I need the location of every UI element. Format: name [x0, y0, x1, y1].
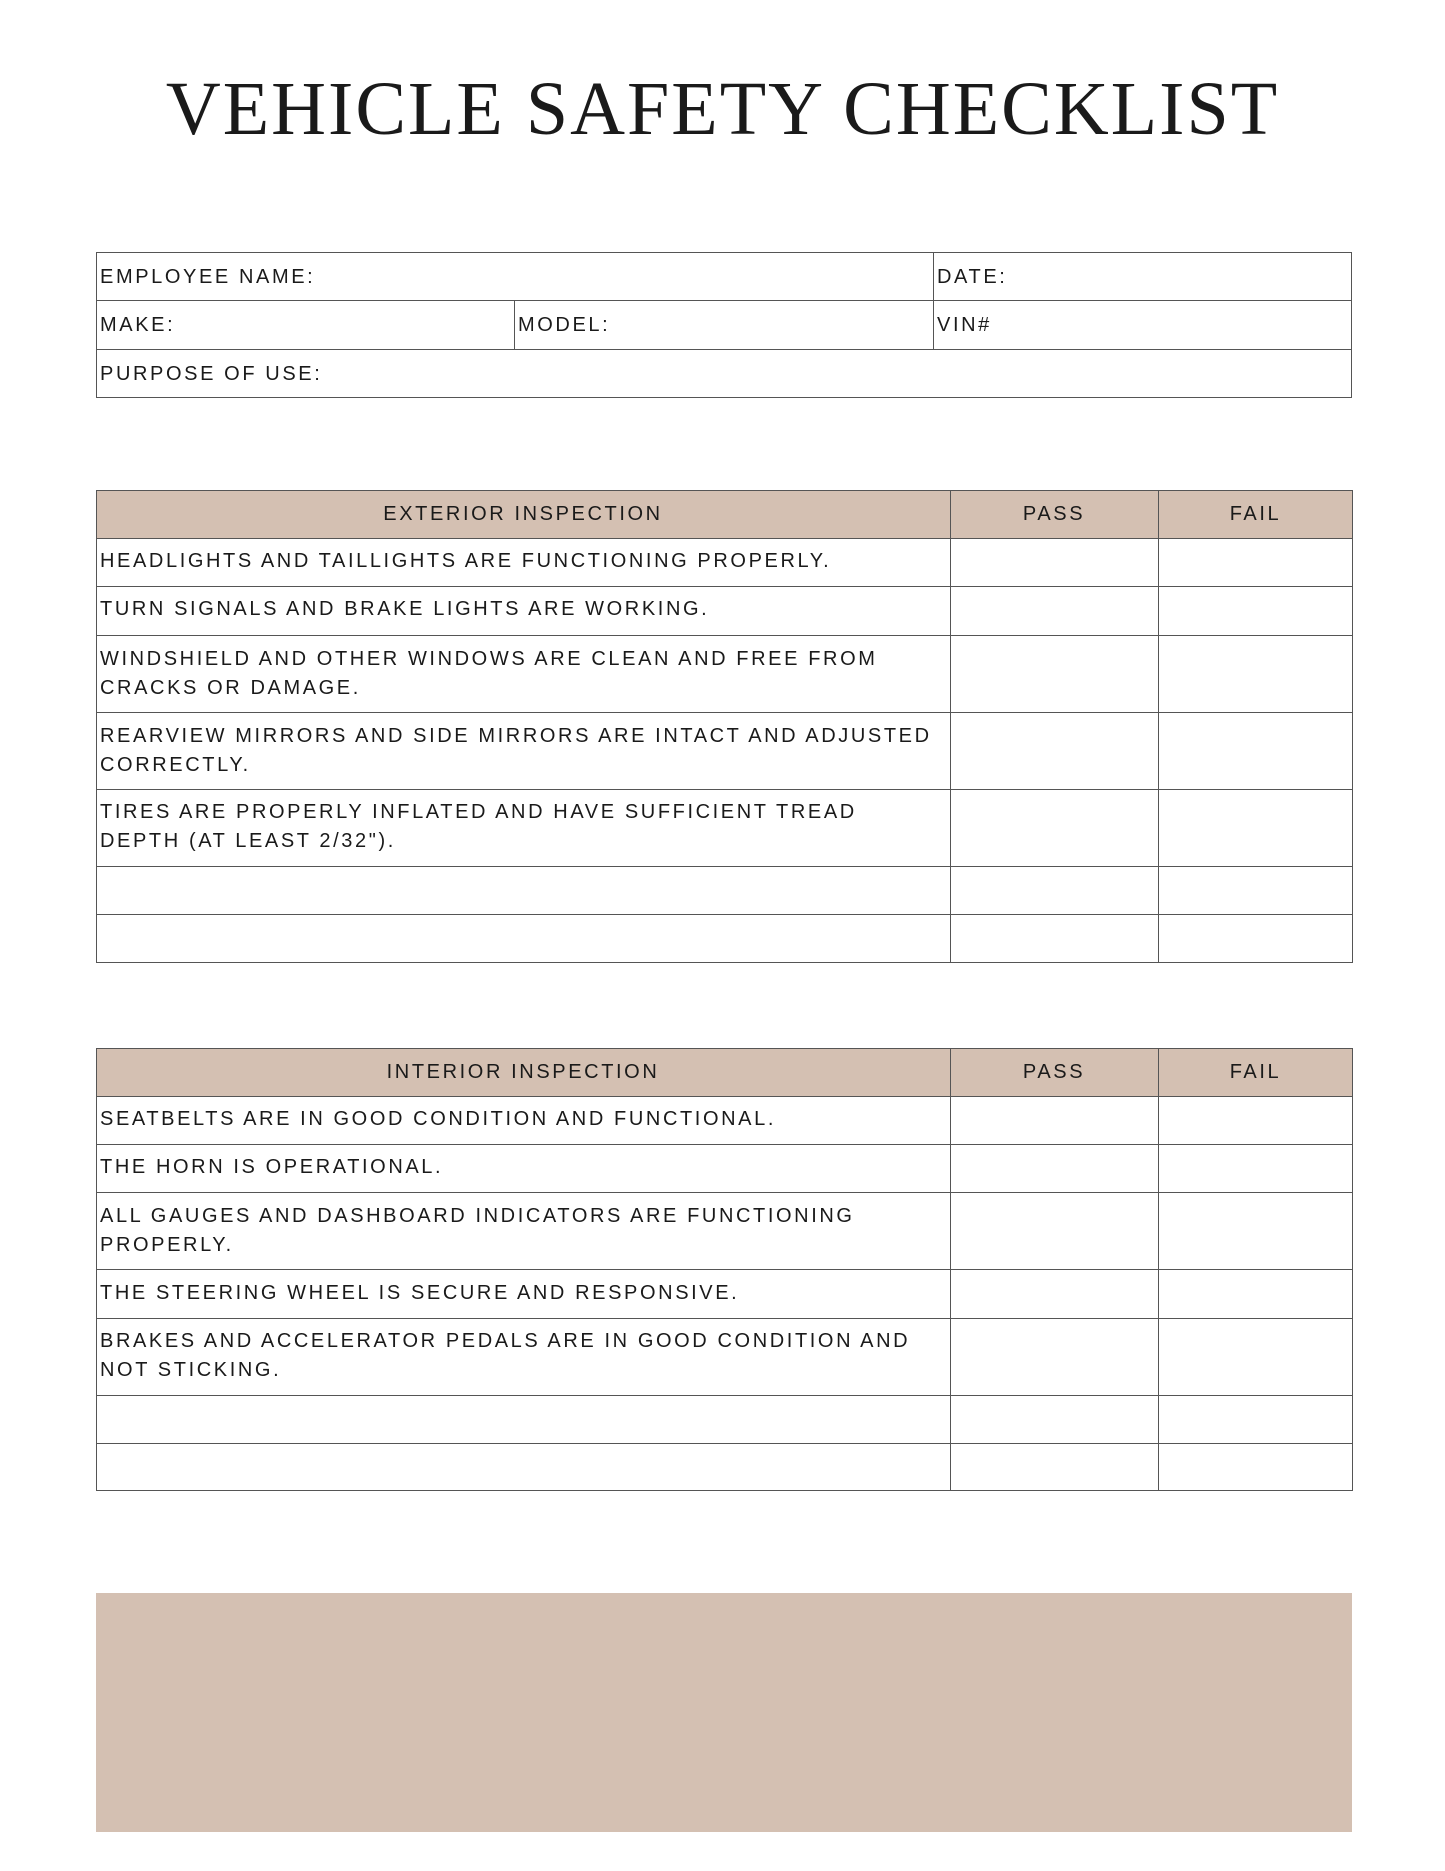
make-label: MAKE: — [100, 314, 176, 336]
footer-notes-block — [96, 1593, 1352, 1832]
exterior-heading: EXTERIOR INSPECTION — [383, 503, 663, 525]
interior-item: THE HORN IS OPERATIONAL. — [100, 1156, 444, 1178]
model-field[interactable] — [514, 300, 933, 349]
exterior-item: TURN SIGNALS AND BRAKE LIGHTS ARE WORKING. — [100, 598, 710, 620]
interior-pass-header: PASS — [1022, 1061, 1086, 1083]
interior-item: THE STEERING WHEEL IS SECURE AND RESPONSIVE. — [100, 1282, 740, 1304]
employee-name-label: EMPLOYEE NAME: — [100, 266, 316, 288]
interior-item: ALL GAUGES AND DASHBOARD INDICATORS ARE FUNCTIONING PROPERLY. — [100, 1205, 855, 1256]
exterior-item: REARVIEW MIRRORS AND SIDE MIRRORS ARE INTACT AND ADJUSTED CORRECTLY. — [100, 725, 932, 776]
interior-heading: INTERIOR INSPECTION — [386, 1061, 660, 1083]
make-field[interactable] — [96, 300, 514, 349]
exterior-item: TIRES ARE PROPERLY INFLATED AND HAVE SUFFICIENT TREAD DEPTH (AT LEAST 2/32"). — [100, 801, 857, 852]
page-title: VEHICLE SAFETY CHECKLIST — [165, 67, 1280, 151]
vin-field[interactable] — [933, 300, 1352, 349]
interior-item: BRAKES AND ACCELERATOR PEDALS ARE IN GOOD CONDITION AND NOT STICKING. — [100, 1330, 911, 1381]
interior-item: SEATBELTS ARE IN GOOD CONDITION AND FUNCTIONAL. — [100, 1108, 776, 1130]
exterior-item: WINDSHIELD AND OTHER WINDOWS ARE CLEAN AND FREE FROM CRACKS OR DAMAGE. — [100, 648, 878, 699]
exterior-pass-header: PASS — [1022, 503, 1086, 525]
interior-fail-header: FAIL — [1229, 1061, 1282, 1083]
purpose-field[interactable] — [96, 349, 1352, 398]
purpose-label: PURPOSE OF USE: — [100, 363, 323, 385]
vin-label: VIN# — [937, 314, 992, 336]
exterior-fail-header: FAIL — [1229, 503, 1282, 525]
exterior-item: HEADLIGHTS AND TAILLIGHTS ARE FUNCTIONING PROPERLY. — [100, 550, 832, 572]
date-field[interactable] — [933, 252, 1352, 300]
date-label: DATE: — [937, 266, 1008, 288]
model-label: MODEL: — [518, 314, 611, 336]
employee-name-field[interactable] — [96, 252, 933, 300]
